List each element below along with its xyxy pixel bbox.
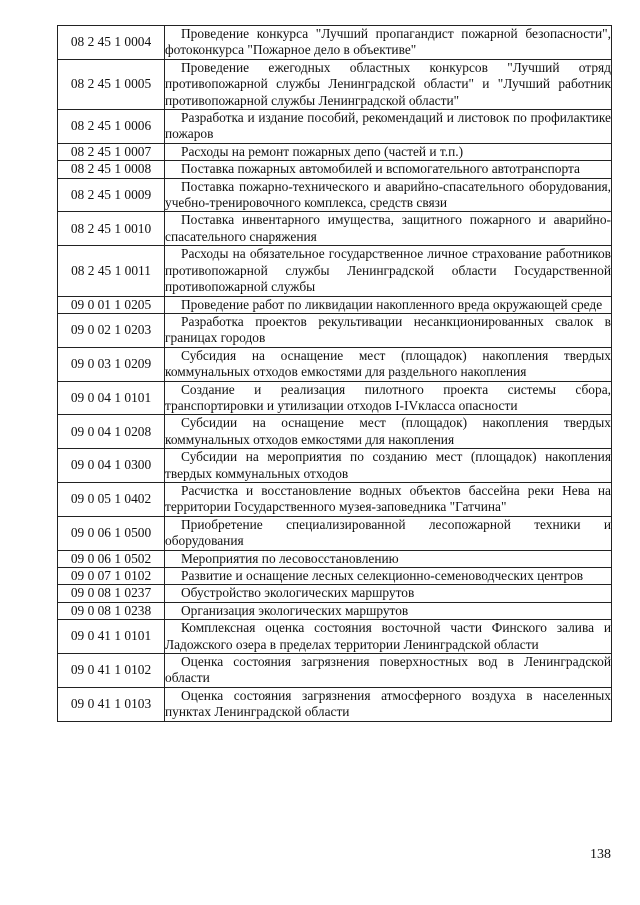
description-cell: Поставка пожарных автомобилей и вспомогательного автотранспорта bbox=[165, 161, 612, 178]
description-cell: Проведение ежегодных областных конкурсов "Лучший отряд противопожарной службы Ленинградской области" и "Лучший работник противопожарной службы Ленинградской области" bbox=[165, 59, 611, 108]
budget-code-cell: 08 2 45 1 0008 bbox=[58, 161, 165, 178]
table-row bbox=[58, 449, 612, 483]
budget-code-cell: 09 0 01 1 0205 bbox=[58, 296, 165, 313]
description-cell: Оценка состояния загрязнения атмосферного воздуха в населенных пунктах Ленинградской области bbox=[165, 687, 611, 720]
budget-code-cell: 08 2 45 1 0009 bbox=[58, 178, 165, 212]
budget-code-cell: 08 2 45 1 0007 bbox=[58, 143, 165, 160]
budget-code-cell: 09 0 04 1 0101 bbox=[58, 381, 165, 415]
description-cell: Расходы на ремонт пожарных депо (частей и т.п.) bbox=[165, 143, 612, 160]
budget-code-cell: 09 0 03 1 0209 bbox=[58, 347, 165, 381]
table-row bbox=[58, 654, 612, 688]
table-row bbox=[58, 602, 612, 619]
description-cell: Развитие и оснащение лесных селекционно-семеноводческих центров bbox=[165, 568, 612, 585]
description-cell: Комплексная оценка состояния восточной части Финского залива и Ладожского озера в пределах территории Ленинградской области bbox=[165, 620, 611, 652]
table-body bbox=[58, 26, 612, 722]
budget-code-cell: 08 2 45 1 0011 bbox=[58, 246, 165, 296]
table-row bbox=[58, 620, 612, 654]
description-cell: Разработка и издание пособий, рекомендаций и листовок по профилактике пожаров bbox=[165, 110, 611, 142]
budget-code-cell: 09 0 08 1 0237 bbox=[58, 585, 165, 602]
table-row bbox=[58, 212, 612, 246]
table-row bbox=[58, 482, 612, 516]
table-row bbox=[58, 161, 612, 178]
budget-code-cell: 09 0 04 1 0300 bbox=[58, 449, 165, 483]
budget-code-cell: 09 0 41 1 0103 bbox=[58, 687, 165, 721]
table-row bbox=[58, 246, 612, 296]
budget-code-cell: 09 0 08 1 0238 bbox=[58, 602, 165, 619]
budget-codes-table bbox=[57, 25, 612, 722]
description-cell: Поставка пожарно-технического и аварийно-спасательного оборудования, учебно-тренировочного комплекса, средств связи bbox=[165, 178, 611, 211]
table-row bbox=[58, 687, 612, 721]
budget-code-cell: 08 2 45 1 0005 bbox=[58, 59, 165, 109]
budget-code-cell: 08 2 45 1 0010 bbox=[58, 212, 165, 246]
table-row bbox=[58, 516, 612, 550]
table-row bbox=[58, 178, 612, 212]
description-cell: Проведение конкурса "Лучший пропагандист пожарной безопасности", фотоконкурса "Пожарное дело в объективе" bbox=[165, 26, 611, 58]
description-cell: Проведение работ по ликвидации накопленного вреда окружающей среде bbox=[165, 296, 612, 313]
table-row bbox=[58, 415, 612, 449]
budget-code-cell: 09 0 02 1 0203 bbox=[58, 313, 165, 347]
description-cell: Создание и реализация пилотного проекта системы сбора, транспортировки и утилизации отходов I-IVкласса опасности bbox=[165, 381, 611, 413]
description-cell: Разработка проектов рекультивации несанкционированных свалок в границах городов bbox=[165, 313, 611, 346]
table-row bbox=[58, 347, 612, 381]
table-row bbox=[58, 550, 612, 567]
description-cell: Мероприятия по лесовосстановлению bbox=[165, 550, 612, 567]
description-cell: Поставка инвентарного имущества, защитного пожарного и аварийно-спасательного снаряжения bbox=[165, 212, 611, 244]
budget-code-cell: 09 0 05 1 0402 bbox=[58, 482, 165, 516]
budget-code-cell: 09 0 41 1 0102 bbox=[58, 654, 165, 688]
table-row bbox=[58, 26, 612, 60]
description-cell: Субсидии на мероприятия по созданию мест (площадок) накопления твердых коммунальных отходов bbox=[165, 449, 611, 481]
table-row bbox=[58, 296, 612, 313]
description-cell: Субсидии на оснащение мест (площадок) накопления твердых коммунальных отходов емкостями для накопления bbox=[165, 415, 611, 447]
description-cell: Приобретение специализированной лесопожарной техники и оборудования bbox=[165, 516, 611, 549]
budget-code-cell: 09 0 07 1 0102 bbox=[58, 568, 165, 585]
budget-code-cell: 09 0 06 1 0502 bbox=[58, 550, 165, 567]
budget-code-cell: 09 0 41 1 0101 bbox=[58, 620, 165, 654]
table-row bbox=[58, 143, 612, 160]
description-cell: Расчистка и восстановление водных объектов бассейна реки Нева на территории Государственного музея-заповедника "Гатчина" bbox=[165, 482, 611, 515]
table-row bbox=[58, 568, 612, 585]
description-cell: Обустройство экологических маршрутов bbox=[165, 585, 612, 602]
description-cell: Субсидия на оснащение мест (площадок) накопления твердых коммунальных отходов емкостями для раздельного накопления bbox=[165, 347, 611, 380]
table-row bbox=[58, 59, 612, 109]
budget-code-cell: 09 0 04 1 0208 bbox=[58, 415, 165, 449]
budget-code-cell: 08 2 45 1 0006 bbox=[58, 110, 165, 144]
table-row bbox=[58, 313, 612, 347]
table-row bbox=[58, 585, 612, 602]
description-cell: Организация экологических маршрутов bbox=[165, 602, 612, 619]
budget-code-cell: 08 2 45 1 0004 bbox=[58, 26, 165, 60]
budget-code-cell: 09 0 06 1 0500 bbox=[58, 516, 165, 550]
table-row bbox=[58, 381, 612, 415]
description-cell: Расходы на обязательное государственное личное страхование работников противопожарной службы Ленинградской области Государственной противопожарной службы bbox=[165, 246, 611, 295]
page-number: 138 bbox=[590, 847, 611, 862]
table-row bbox=[58, 110, 612, 144]
description-cell: Оценка состояния загрязнения поверхностных вод в Ленинградской области bbox=[165, 654, 611, 686]
